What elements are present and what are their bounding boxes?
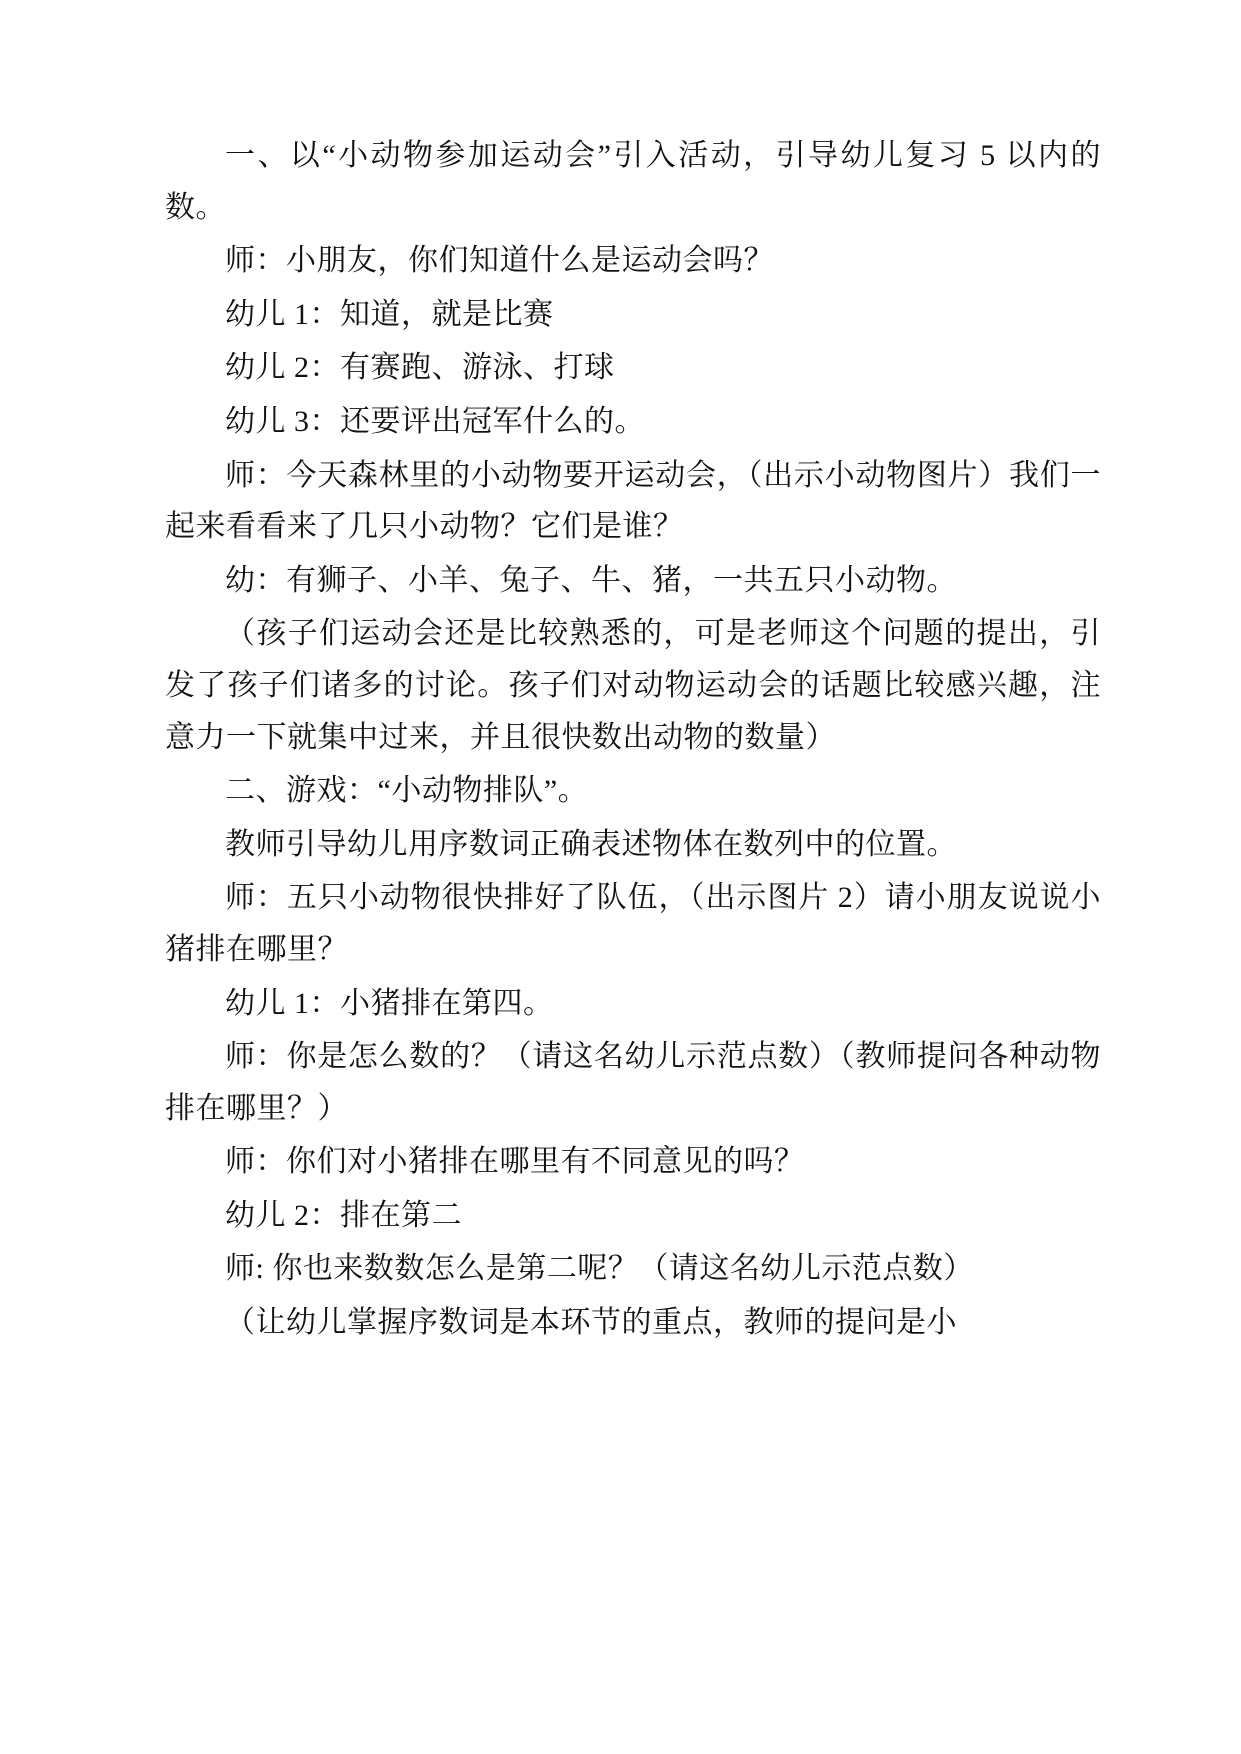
paragraph-9: 二、游戏：“小动物排队”。 bbox=[225, 774, 589, 808]
paragraph-2: 师：小朋友，你们知道什么是运动会吗？ bbox=[225, 244, 774, 278]
document-body bbox=[165, 130, 1101, 1349]
paragraph-11: 师：五只小动物很快排好了队伍，（出示图片 2）请小朋友说说小猪排在哪里？ bbox=[165, 881, 1101, 966]
paragraph-4: 幼儿 2：有赛跑、游泳、打球 bbox=[225, 351, 615, 385]
paragraph-17: （让幼儿掌握序数词是本环节的重点，教师的提问是小 bbox=[225, 1306, 957, 1340]
paragraph-6: 师：今天森林里的小动物要开运动会，（出示小动物图片）我们一起来看看来了几只小动物？它们是谁？ bbox=[165, 458, 1101, 544]
paragraph-12: 幼儿 1：小猪排在第四。 bbox=[225, 986, 554, 1020]
paragraph-5: 幼儿 3：还要评出冠军什么的。 bbox=[225, 404, 645, 438]
paragraph-15: 幼儿 2：排在第二 bbox=[225, 1198, 462, 1232]
paragraph-13: 师：你是怎么数的？（请这名幼儿示范点数）（教师提问各种动物排在哪里？） bbox=[165, 1040, 1101, 1125]
paragraph-7: 幼：有狮子、小羊、兔子、牛、猪，一共五只小动物。 bbox=[225, 563, 957, 597]
paragraph-3: 幼儿 1：知道，就是比赛 bbox=[225, 297, 554, 331]
paragraph-16: 师: 你也来数数怎么是第二呢？（请这名幼儿示范点数） bbox=[225, 1252, 974, 1286]
paragraph-8: （孩子们运动会还是比较熟悉的，可是老师这个问题的提出，引发了孩子们诸多的讨论。孩子们对动物运动会的话题比较感兴趣，注意力一下就集中过来，并且很快数出动物的数量） bbox=[165, 617, 1101, 754]
paragraph-14: 师：你们对小猪排在哪里有不同意见的吗？ bbox=[225, 1145, 805, 1179]
paragraph-10: 教师引导幼儿用序数词正确表述物体在数列中的位置。 bbox=[225, 827, 957, 861]
paragraph-1: 一、以“小动物参加运动会”引入活动，引导幼儿复习 5 以内的数。 bbox=[165, 139, 1101, 224]
